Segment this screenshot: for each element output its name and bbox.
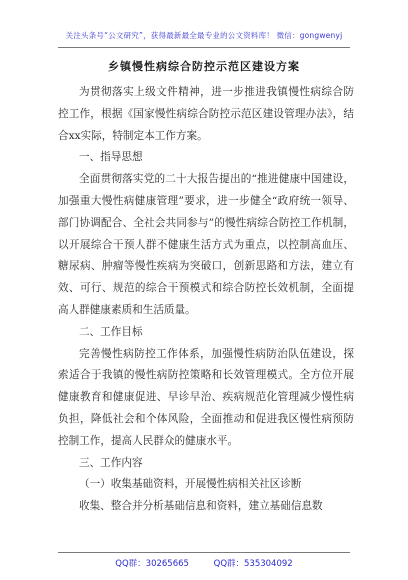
top-banner: 关注头条号“公文研究”，获得最新最全最专业的公文资料库！ 微信：gongwenyj [65, 31, 343, 40]
document-body [58, 82, 354, 518]
section-heading-guiding-thought: 一、指导思想 [79, 151, 143, 164]
section-heading-work-content: 三、工作内容 [79, 456, 143, 469]
section-text-work-goals: 完善慢性病防控工作体系，加强慢性病防治队伍建设，探索适合于我镇的慢性病防控策略和长效管理模式。全方位开展健康教育和健康促进、早诊早治、疾病规范化管理减少慢性病负担，降低社会和个体风险，全面推动和促进我区慢性病预防控制工作，提高人民群众的健康水平。 [58, 347, 354, 447]
section-heading-work-goals: 二、工作目标 [79, 325, 143, 338]
subsection-text-data-collection: 收集、整合并分析基础信息和资料，建立基础信息数 [79, 500, 323, 513]
section-text-guiding-thought: 全面贯彻落实党的二十大报告提出的“推进健康中国建设，加强重大慢性病健康管理”要求，进一步健全“政府统一领导、部门协调配合、全社会共同参与”的慢性病综合防控工作机制，以开展综合干预人群不健康生活方式为重点，以控制高血压、糖尿病、肿瘤等慢性疾病为突破口，创新思路和方法，建立有效、可行、规范的综合干预模式和综合防控长效机制，全面提高人群健康素质和生活质量。 [58, 173, 354, 316]
subsection-heading-data-collection: （一）收集基础资料，开展慢性病相关社区诊断 [79, 478, 302, 491]
footer-qq-group-2: QQ群：535304092 [213, 559, 293, 569]
intro-paragraph: 为贯彻落实上级文件精神，进一步推进我镇慢性病综合防控工作，根据《国家慢性病综合防控示范区建设管理办法》，结合xx实际，特制定本工作方案。 [58, 86, 354, 142]
document-title: 乡镇慢性病综合防控示范区建设方案 [108, 60, 300, 73]
footer [0, 557, 408, 569]
bottom-divider [58, 552, 350, 553]
top-divider [58, 47, 350, 48]
footer-qq-group-1: QQ群：30265665 [115, 559, 189, 569]
